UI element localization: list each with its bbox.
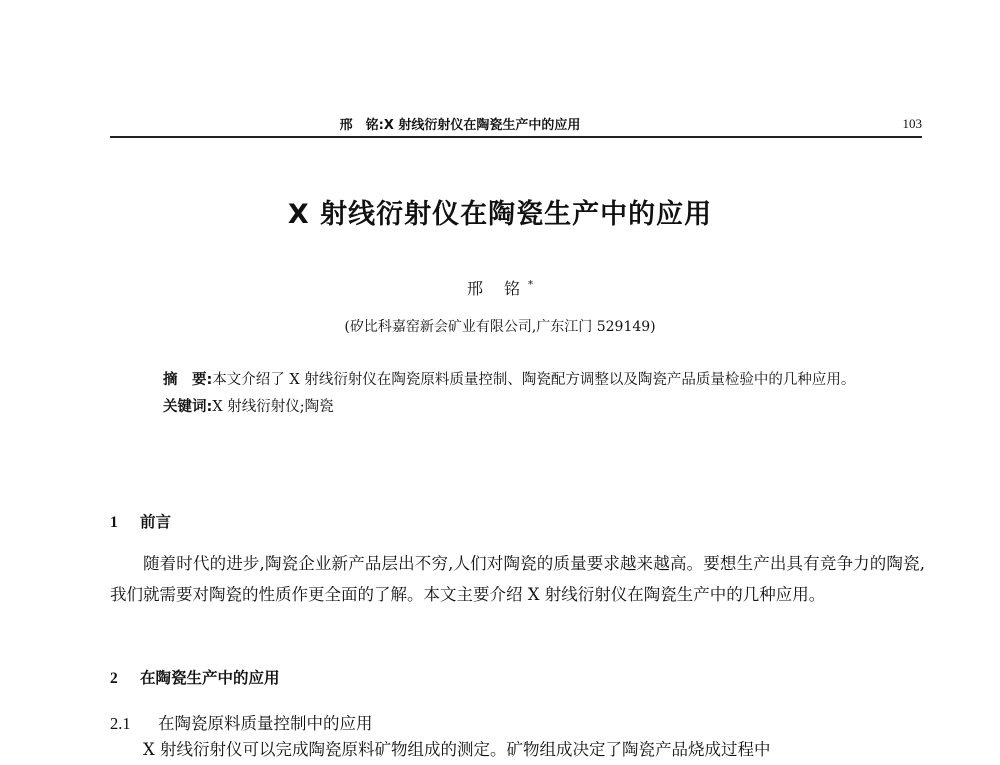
running-head-title: 邢 铭:X 射线衍射仪在陶瓷生产中的应用: [339, 118, 581, 133]
page-number: 103: [902, 116, 922, 131]
abstract-label: 摘 要:: [163, 372, 213, 388]
subsection-number: 2.1: [110, 714, 131, 733]
keywords-text: X 射线衍射仪;陶瓷: [212, 399, 334, 415]
affiliation: (矽比科嘉窑新会矿业有限公司,广东江门 529149): [344, 319, 656, 335]
section-number: 1: [110, 514, 118, 531]
author-name: 邢 铭: [466, 279, 529, 298]
section-1-paragraph: 随着时代的进步,陶瓷企业新产品层出不穷,人们对陶瓷的质量要求越来越高。要想生产出具有竞争力的陶瓷,我们就需要对陶瓷的性质作更全面的了解。本文主要介绍 X 射线衍射仪在陶瓷生产中的几种应用。: [110, 554, 925, 604]
abstract: [163, 367, 893, 394]
section-heading-1: [110, 510, 171, 532]
keywords: [163, 394, 893, 421]
keywords-label: 关键词:: [163, 399, 213, 415]
subsection-paragraph: X 射线衍射仪可以完成陶瓷原料矿物组成的测定。矿物组成决定了陶瓷产品烧成过程中: [143, 740, 771, 759]
header-rule: [110, 136, 922, 138]
section-number: 2: [110, 670, 118, 687]
section-title: 在陶瓷生产中的应用: [140, 669, 280, 687]
subsection-title: 在陶瓷原料质量控制中的应用: [158, 714, 373, 733]
abstract-block: [163, 367, 893, 421]
section-title: 前言: [140, 513, 172, 531]
running-head: [110, 110, 922, 138]
abstract-text: 本文介绍了 X 射线衍射仪在陶瓷原料质量控制、陶瓷配方调整以及陶瓷产品质量检验中的几种应用。: [212, 372, 856, 388]
author-line: [0, 276, 1000, 299]
subsection-heading-2-1: [110, 710, 373, 734]
author-footnote-mark: *: [528, 279, 534, 291]
paper-title: X 射线衍射仪在陶瓷生产中的应用: [287, 199, 713, 230]
section-heading-2: [110, 666, 280, 688]
